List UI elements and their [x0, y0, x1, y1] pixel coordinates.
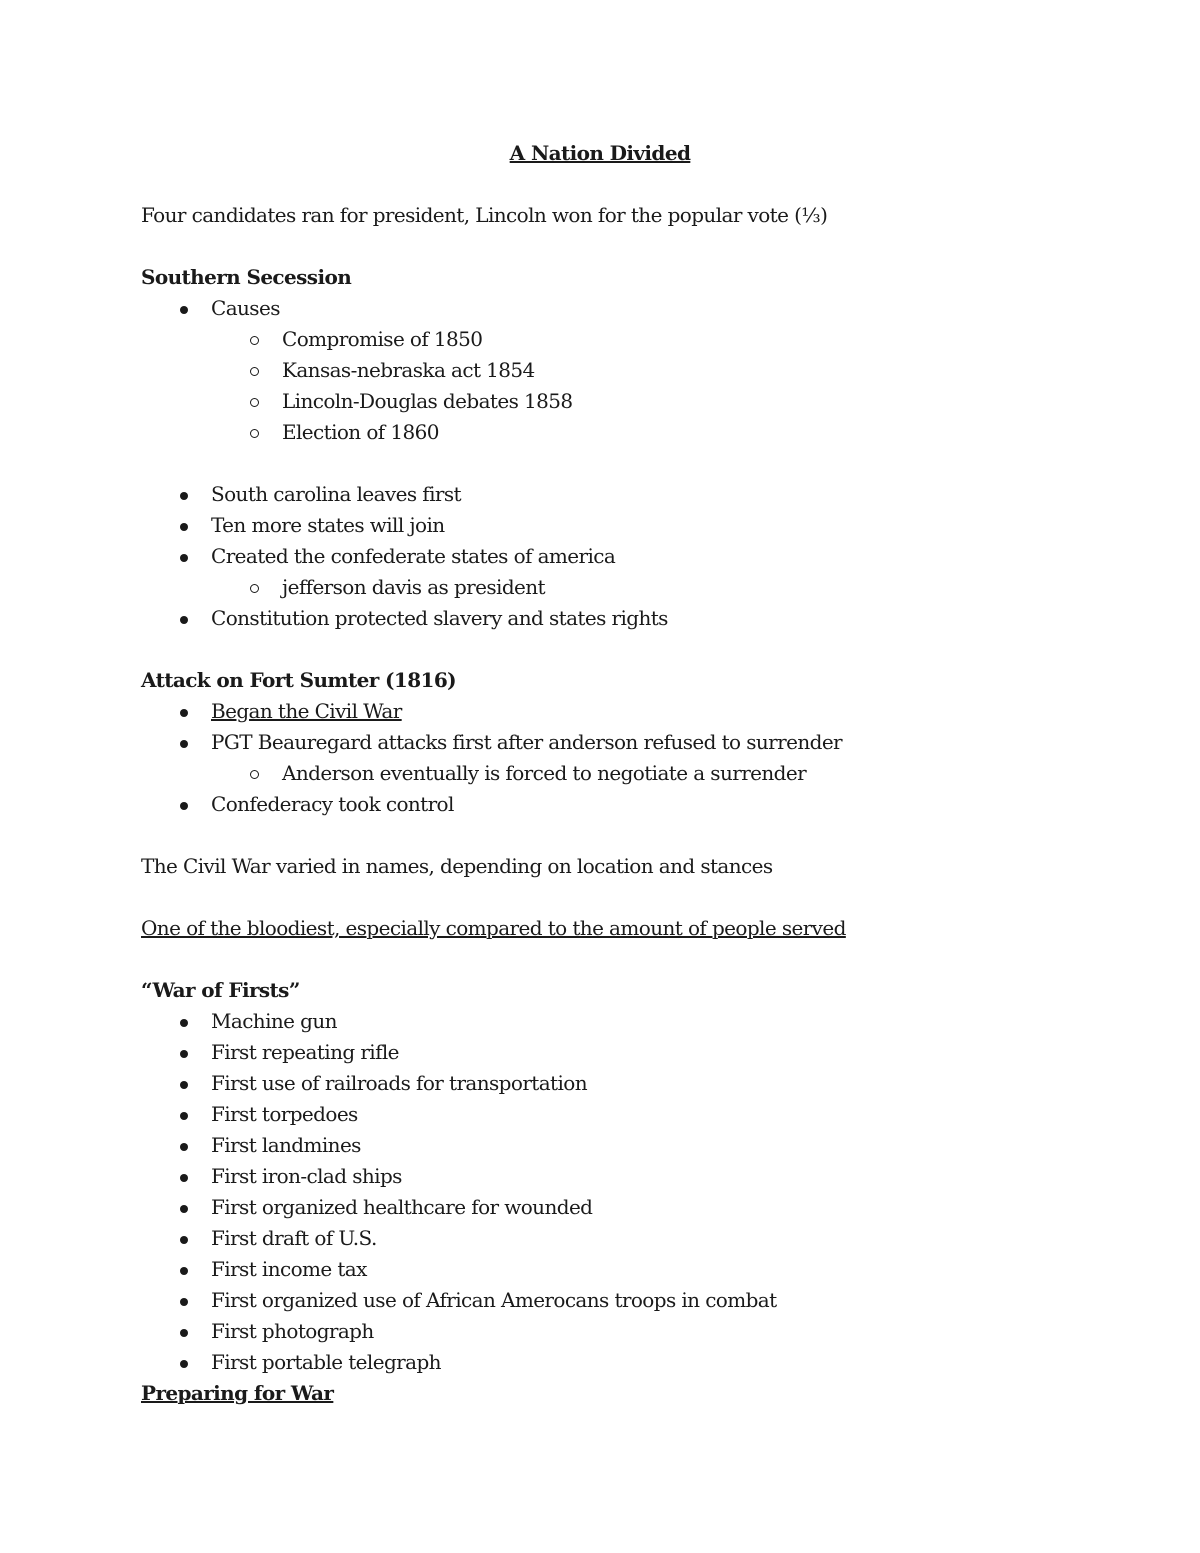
bullet-icon	[180, 523, 188, 531]
list-item-text: First use of railroads for transportation	[211, 1071, 588, 1095]
list-item	[141, 324, 1101, 355]
list-item-text: Causes	[211, 296, 280, 320]
list-item-text: Election of 1860	[282, 420, 439, 444]
bullet-icon	[180, 740, 188, 748]
list-item-text: PGT Beauregard attacks first after anderson refused to surrender	[211, 730, 843, 754]
list-item	[141, 355, 1101, 386]
list-item	[141, 1161, 1101, 1192]
hollow-bullet-icon	[250, 770, 259, 779]
hollow-bullet-icon	[250, 398, 259, 407]
list-item	[141, 479, 1101, 510]
list-item-text: First organized healthcare for wounded	[211, 1195, 593, 1219]
spacer	[141, 448, 1101, 479]
names-paragraph: The Civil War varied in names, depending on location and stances	[141, 854, 773, 878]
heading-southern-secession: Southern Secession	[141, 265, 352, 289]
bullet-icon	[180, 1081, 188, 1089]
bullet-icon	[180, 1143, 188, 1151]
bullet-icon	[180, 1019, 188, 1027]
list-item	[141, 386, 1101, 417]
list-item	[141, 1316, 1101, 1347]
list-item-text: Created the confederate states of america	[211, 544, 616, 568]
sumter-list	[141, 696, 1101, 820]
list-item	[141, 510, 1101, 541]
list-item	[141, 603, 1101, 634]
document-title: A Nation Divided	[509, 141, 691, 165]
list-item	[141, 789, 1101, 820]
list-item-text: First iron-clad ships	[211, 1164, 402, 1188]
bullet-icon	[180, 1360, 188, 1368]
spacer	[141, 944, 1101, 975]
spacer	[141, 231, 1101, 262]
bullet-icon	[180, 1298, 188, 1306]
spacer	[141, 634, 1101, 665]
bloodiest-paragraph: One of the bloodiest, especially compared to the amount of people served	[141, 916, 846, 940]
heading-war-of-firsts: “War of Firsts”	[141, 978, 300, 1002]
bullet-icon	[180, 306, 188, 314]
list-item	[141, 1068, 1101, 1099]
list-item-text: First landmines	[211, 1133, 361, 1157]
firsts-list	[141, 1006, 1101, 1378]
list-item-text: Kansas-nebraska act 1854	[282, 358, 535, 382]
list-item	[141, 696, 1101, 727]
list-item	[141, 572, 1101, 603]
bullet-icon	[180, 616, 188, 624]
bullet-icon	[180, 1050, 188, 1058]
list-item-text: South carolina leaves first	[211, 482, 461, 506]
list-item	[141, 1254, 1101, 1285]
heading-preparing-for-war: Preparing for War	[141, 1381, 334, 1405]
list-item	[141, 1192, 1101, 1223]
list-item-text: Compromise of 1850	[282, 327, 483, 351]
bullet-icon	[180, 709, 188, 717]
bullet-icon	[180, 1174, 188, 1182]
list-item-text: jefferson davis as president	[282, 575, 545, 599]
bullet-icon	[180, 1267, 188, 1275]
document-page	[141, 138, 1101, 1409]
list-item	[141, 727, 1101, 758]
secession-list	[141, 293, 1101, 448]
list-item-text: Lincoln-Douglas debates 1858	[282, 389, 573, 413]
bullet-icon	[180, 802, 188, 810]
list-item	[141, 1285, 1101, 1316]
list-item-text: Anderson eventually is forced to negotiate a surrender	[282, 761, 807, 785]
list-item-text: First organized use of African Amerocans troops in combat	[211, 1288, 777, 1312]
heading-fort-sumter: Attack on Fort Sumter (1816)	[141, 668, 457, 692]
list-item-text: First draft of U.S.	[211, 1226, 377, 1250]
bullet-icon	[180, 492, 188, 500]
list-item	[141, 417, 1101, 448]
list-item	[141, 1223, 1101, 1254]
list-item	[141, 758, 1101, 789]
list-item-text: Machine gun	[211, 1009, 337, 1033]
list-item-text: First photograph	[211, 1319, 374, 1343]
hollow-bullet-icon	[250, 584, 259, 593]
list-item	[141, 1347, 1101, 1378]
hollow-bullet-icon	[250, 429, 259, 438]
list-item	[141, 1006, 1101, 1037]
spacer	[141, 820, 1101, 851]
list-item-text: Began the Civil War	[211, 699, 402, 723]
list-item-text: First portable telegraph	[211, 1350, 441, 1374]
list-item-text: Constitution protected slavery and states rights	[211, 606, 668, 630]
list-item	[141, 1130, 1101, 1161]
bullet-icon	[180, 1236, 188, 1244]
spacer	[141, 882, 1101, 913]
spacer	[141, 169, 1101, 200]
list-item-text: First torpedoes	[211, 1102, 358, 1126]
bullet-icon	[180, 1112, 188, 1120]
list-item-text: Confederacy took control	[211, 792, 454, 816]
secession-points-list	[141, 479, 1101, 634]
list-item-text: First repeating rifle	[211, 1040, 399, 1064]
bullet-icon	[180, 554, 188, 562]
bullet-icon	[180, 1205, 188, 1213]
list-item	[141, 541, 1101, 572]
list-item	[141, 1099, 1101, 1130]
list-item	[141, 293, 1101, 324]
list-item-text: First income tax	[211, 1257, 367, 1281]
list-item	[141, 1037, 1101, 1068]
hollow-bullet-icon	[250, 367, 259, 376]
intro-paragraph: Four candidates ran for president, Lincoln won for the popular vote (⅓)	[141, 203, 828, 227]
list-item-text: Ten more states will join	[211, 513, 445, 537]
bullet-icon	[180, 1329, 188, 1337]
hollow-bullet-icon	[250, 336, 259, 345]
